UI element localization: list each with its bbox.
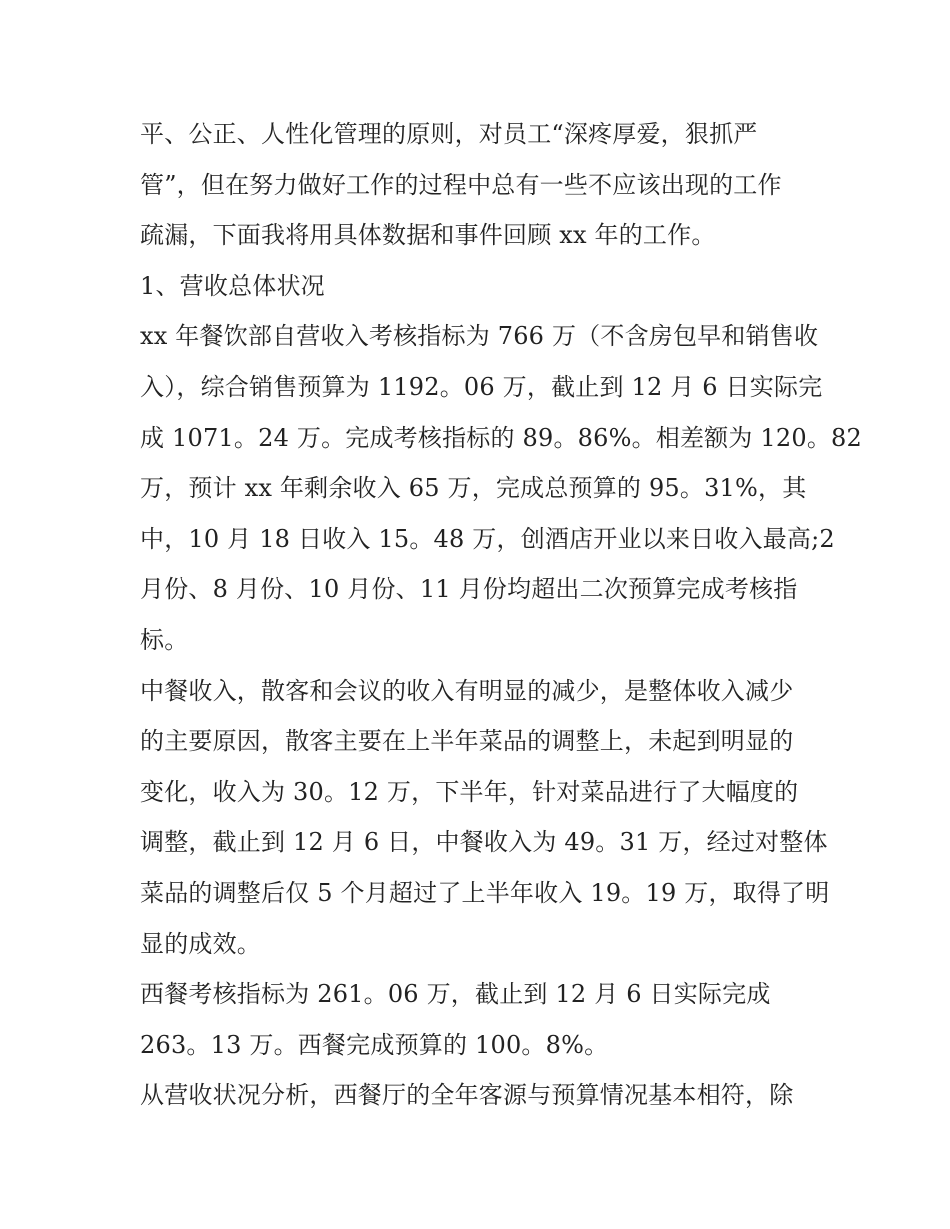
text-line: 西餐考核指标为 261。06 万，截止到 12 月 6 日实际完成 xyxy=(140,980,771,1009)
text-line: 成 1071。24 万。完成考核指标的 89。86%。相差额为 120。82 xyxy=(140,423,862,452)
text-line: 管”，但在努力做好工作的过程中总有一些不应该出现的工作 xyxy=(140,170,782,199)
text-line: 从营收状况分析，西餐厅的全年客源与预算情况基本相符，除 xyxy=(140,1081,794,1110)
text-line: 的主要原因，散客主要在上半年菜品的调整上，未起到明显的 xyxy=(140,727,794,756)
text-line: 中，10 月 18 日收入 15。48 万，创酒店开业以来日收入最高;2 xyxy=(140,524,835,553)
text-line: 中餐收入，散客和会议的收入有明显的减少，是整体收入减少 xyxy=(140,676,794,705)
text-line: xx 年餐饮部自营收入考核指标为 766 万（不含房包早和销售收 xyxy=(140,322,819,351)
document-body xyxy=(140,109,862,1121)
text-line: 疏漏，下面我将用具体数据和事件回顾 xx 年的工作。 xyxy=(140,221,716,250)
text-line: 标。 xyxy=(140,625,189,654)
text-line: 调整，截止到 12 月 6 日，中餐收入为 49。31 万，经过对整体 xyxy=(140,828,828,857)
text-line: 月份、8 月份、10 月份、11 月份均超出二次预算完成考核指 xyxy=(140,575,798,604)
text-line: 显的成效。 xyxy=(140,929,261,958)
section-heading: 1、营收总体状况 xyxy=(140,271,325,300)
text-line: 平、公正、人性化管理的原则，对员工“深疼厚爱，狠抓严 xyxy=(140,120,758,148)
text-line: 入），综合销售预算为 1192。06 万，截止到 12 月 6 日实际完 xyxy=(140,372,823,401)
text-line: 菜品的调整后仅 5 个月超过了上半年收入 19。19 万，取得了明 xyxy=(140,878,830,907)
text-line: 263。13 万。西餐完成预算的 100。8%。 xyxy=(140,1030,609,1059)
text-line: 变化，收入为 30。12 万，下半年，针对菜品进行了大幅度的 xyxy=(140,777,799,806)
text-line: 万，预计 xx 年剩余收入 65 万，完成总预算的 95。31%，其 xyxy=(140,474,807,503)
